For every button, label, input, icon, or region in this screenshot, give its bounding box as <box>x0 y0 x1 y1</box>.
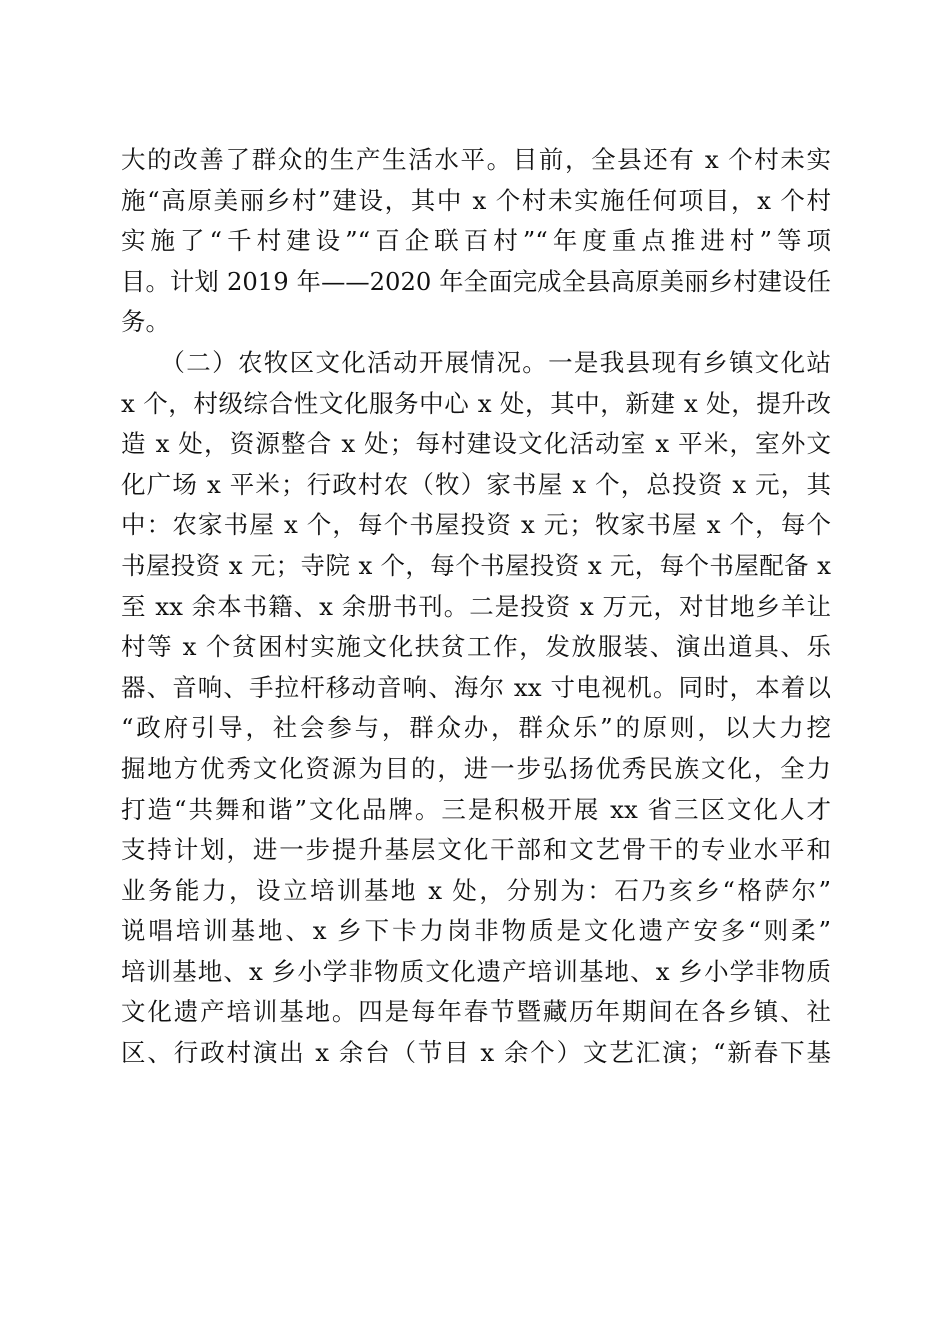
text-line: 培训基地、x 乡小学非物质文化遗产培训基地、x 乡小学非物质 <box>121 956 831 986</box>
text-line: 掘地方优秀文化资源为目的，进一步弘扬优秀民族文化，全力 <box>121 753 831 783</box>
text-line: 说唱培训基地、x 乡下卡力岗非物质是文化遗产安多“则柔” <box>121 916 831 946</box>
text-line: 书屋投资 x 元；寺院 x 个，每个书屋投资 x 元，每个书屋配备 x <box>121 550 831 580</box>
text-line: 施“高原美丽乡村”建设，其中 x 个村未实施任何项目，x 个村 <box>121 185 831 215</box>
text-line: 支持计划，进一步提升基层文化干部和文艺骨干的专业水平和 <box>121 835 831 865</box>
text-line: 至 xx 余本书籍、x 余册书刊。二是投资 x 万元，对甘地乡羊让 <box>121 591 831 621</box>
text-line: 器、音响、手拉杆移动音响、海尔 xx 寸电视机。同时，本着以 <box>121 672 831 702</box>
text-line: x 个，村级综合性文化服务中心 x 处，其中，新建 x 处，提升改 <box>121 388 831 418</box>
text-line: 目。计划 2019 年——2020 年全面完成全县高原美丽乡村建设任 <box>121 266 831 296</box>
text-line: 大的改善了群众的生产生活水平。目前，全县还有 x 个村未实 <box>121 145 831 174</box>
text-line: 化广场 x 平米；行政村农（牧）家书屋 x 个，总投资 x 元，其 <box>121 469 831 499</box>
text-line: 造 x 处，资源整合 x 处；每村建设文化活动室 x 平米，室外文 <box>121 429 831 459</box>
body-text <box>121 140 831 1074</box>
text-line: 打造“共舞和谐”文化品牌。三是积极开展 xx 省三区文化人才 <box>121 794 831 824</box>
text-line: 村等 x 个贫困村实施文化扶贫工作，发放服装、演出道具、乐 <box>121 632 831 662</box>
section-heading-line: （二）农牧区文化活动开展情况。一是我县现有乡镇文化站 <box>121 347 831 377</box>
text-line: 区、行政村演出 x 余台（节目 x 余个）文艺汇演；“新春下基 <box>121 1038 831 1068</box>
text-line: “政府引导，社会参与，群众办，群众乐”的原则，以大力挖 <box>121 713 831 743</box>
text-line: 文化遗产培训基地。四是每年春节暨藏历年期间在各乡镇、社 <box>121 997 831 1027</box>
text-line: 业务能力，设立培训基地 x 处，分别为：石乃亥乡“格萨尔” <box>121 875 831 905</box>
text-line: 务。 <box>121 307 170 337</box>
text-line: 中：农家书屋 x 个，每个书屋投资 x 元；牧家书屋 x 个，每个 <box>121 510 831 540</box>
text-line: 实施了“千村建设”“百企联百村”“年度重点推进村”等项 <box>121 226 831 256</box>
